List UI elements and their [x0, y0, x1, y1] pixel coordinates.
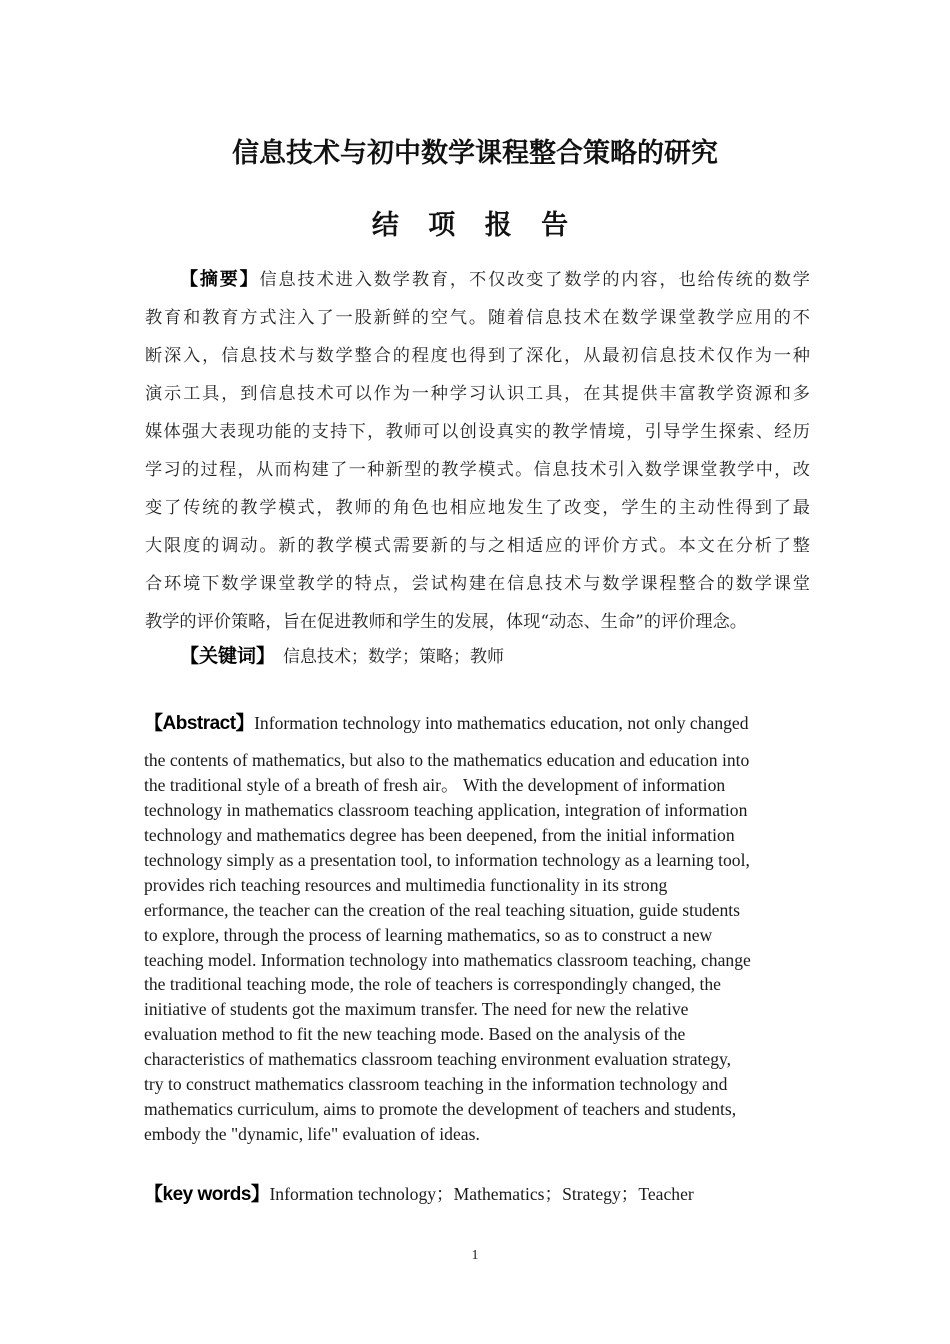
keywords-en-text: Information technology；Mathematics；Strategy；Teacher — [269, 1184, 694, 1204]
document-title: 信息技术与初中数学课程整合策略的研究 — [232, 138, 718, 169]
keywords-en-label: 【key words】 — [144, 1184, 270, 1205]
abstract-en-line: characteristics of mathematics classroom teaching environment evaluation strategy, — [144, 1049, 732, 1069]
abstract-en-line: evaluation method to fit the new teaching mode. Based on the analysis of the — [144, 1024, 686, 1044]
page-number: 1 — [471, 1248, 479, 1263]
abstract-en-line: the traditional teaching mode, the role of teachers is correspondingly changed, the — [144, 974, 721, 994]
abstract-cn-line: 合环境下数学课堂教学的特点，尝试构建在信息技术与数学课程整合的数学课堂 — [145, 574, 810, 594]
abstract-cn-line: 变了传统的教学模式，教师的角色也相应地发生了改变，学生的主动性得到了最 — [145, 498, 810, 518]
document-subtitle: 结 项 报 告 — [371, 210, 579, 241]
abstract-en-line: embody the "dynamic, life" evaluation of ideas. — [144, 1124, 480, 1144]
abstract-en-line: the contents of mathematics, but also to the mathematics education and education into — [144, 750, 750, 770]
abstract-en-line: technology and mathematics degree has been deepened, from the initial information — [144, 825, 735, 845]
abstract-en-line: 【Abstract】Information technology into mathematics education, not only changed — [144, 713, 749, 734]
abstract-cn-line: 大限度的调动。新的教学模式需要新的与之相适应的评价方式。本文在分析了整 — [145, 536, 810, 556]
abstract-cn-line: 【摘要】信息技术进入数学教育，不仅改变了数学的内容，也给传统的数学 — [180, 269, 810, 290]
abstract-en-line: erformance, the teacher can the creation of the real teaching situation, guide students — [144, 900, 740, 920]
abstract-en-label: 【Abstract】 — [144, 713, 255, 734]
abstract-en-line: mathematics curriculum, aims to promote the development of teachers and students, — [144, 1099, 737, 1119]
abstract-en-line: technology in mathematics classroom teaching application, integration of information — [144, 800, 748, 820]
abstract-cn-line: 媒体强大表现功能的支持下，教师可以创设真实的教学情境，引导学生探索、经历 — [145, 422, 810, 442]
keywords-cn — [180, 641, 504, 668]
abstract-en-line: initiative of students got the maximum transfer. The need for new the relative — [144, 999, 689, 1019]
keywords-cn-text: 信息技术；数学；策略；教师 — [283, 647, 505, 667]
keywords-cn-label: 【关键词】 — [180, 645, 276, 667]
abstract-en-line: to explore, through the process of learning mathematics, so as to construct a new — [144, 925, 713, 945]
abstract-cn-line: 学习的过程，从而构建了一种新型的教学模式。信息技术引入数学课堂教学中，改 — [145, 460, 810, 480]
abstract-en-line: try to construct mathematics classroom teaching in the information technology and — [144, 1074, 728, 1094]
abstract-en-line: the traditional style of a breath of fresh air。 With the development of information — [144, 775, 726, 795]
keywords-en — [144, 1183, 694, 1206]
abstract-cn-line: 断深入，信息技术与数学整合的程度也得到了深化，从最初信息技术仅作为一种 — [145, 346, 810, 366]
abstract-cn-line: 演示工具，到信息技术可以作为一种学习认识工具，在其提供丰富教学资源和多 — [145, 384, 810, 404]
abstract-en-line: teaching model. Information technology into mathematics classroom teaching, change — [144, 950, 751, 970]
abstract-cn-line: 教学的评价策略，旨在促进教师和学生的发展，体现“动态、生命”的评价理念。 — [145, 612, 747, 632]
abstract-cn-line: 教育和教育方式注入了一股新鲜的空气。随着信息技术在数学课堂教学应用的不 — [145, 308, 810, 328]
abstract-cn-label: 【摘要】 — [180, 269, 260, 290]
abstract-en-line: provides rich teaching resources and multimedia functionality in its strong — [144, 875, 668, 895]
abstract-en-line: technology simply as a presentation tool, to information technology as a learning tool, — [144, 850, 750, 870]
